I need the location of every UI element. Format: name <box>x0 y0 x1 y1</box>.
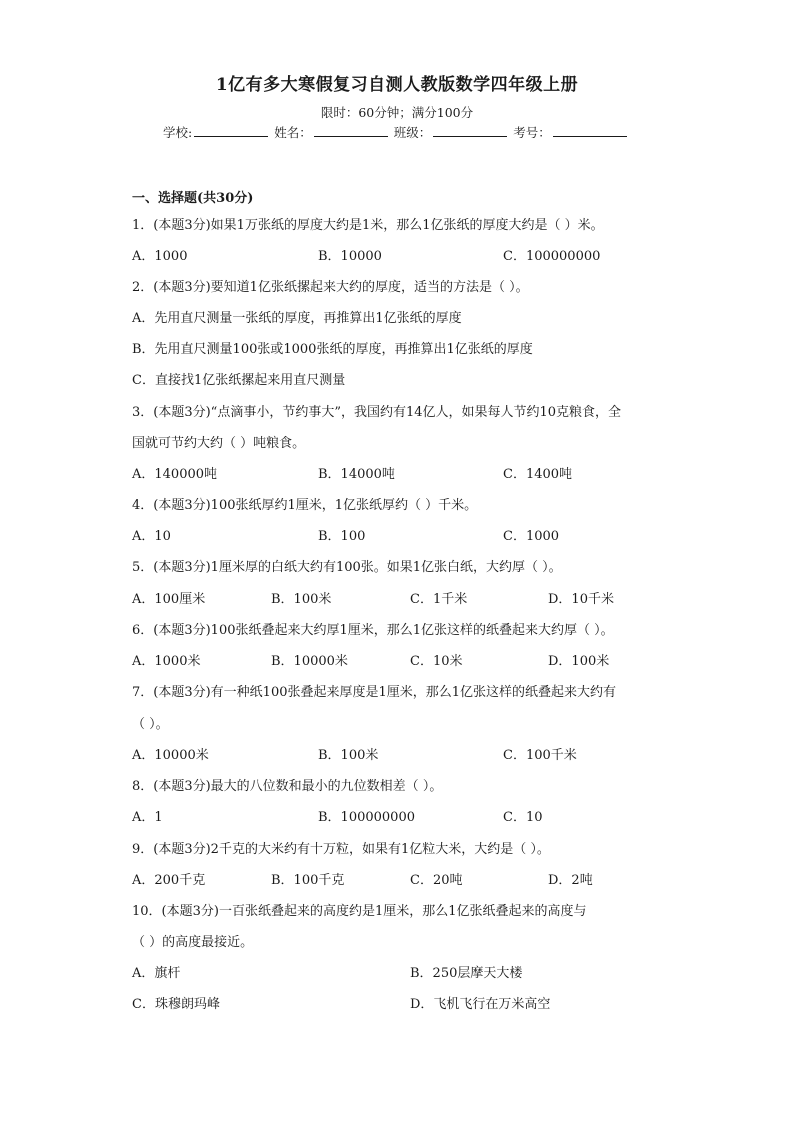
question-8-option-a[interactable]: A．1 <box>132 810 163 825</box>
question-4-stem: 4．(本题3分)100张纸厚约1厘米，1亿张纸厚约（ ）千米。 <box>132 498 478 513</box>
question-4-option-b[interactable]: B．100 <box>318 529 366 544</box>
section-heading: 一、选择题(共30分) <box>132 191 254 206</box>
question-9-option-a[interactable]: A．200千克 <box>132 873 206 888</box>
name-label: 姓名： <box>274 125 312 140</box>
question-6-option-b[interactable]: B．10000米 <box>271 654 348 669</box>
question-3-stem: 3．(本题3分)“点滴事小，节约事大”，我国约有14亿人，如果每人节约10克粮食，全 <box>132 405 622 420</box>
question-7-option-a[interactable]: A．10000米 <box>132 748 209 763</box>
question-8-option-c[interactable]: C．10 <box>503 810 543 825</box>
school-blank[interactable] <box>194 124 268 137</box>
question-8-option-b[interactable]: B．100000000 <box>318 810 415 825</box>
exam-no-blank[interactable] <box>553 124 627 137</box>
question-4-option-a[interactable]: A．10 <box>132 529 171 544</box>
question-7-stem: 7．(本题3分)有一种纸100张叠起来厚度是1厘米，那么1亿张这样的纸叠起来大约有 <box>132 685 617 700</box>
question-1-option-c[interactable]: C．100000000 <box>503 249 601 264</box>
question-5-option-c[interactable]: C．1千米 <box>410 592 468 607</box>
question-5-option-a[interactable]: A．100厘米 <box>132 592 206 607</box>
question-2-option-b[interactable]: B．先用直尺测量100张或1000张纸的厚度，再推算出1亿张纸的厚度 <box>132 342 533 357</box>
question-1-option-b[interactable]: B．10000 <box>318 249 382 264</box>
student-info-line <box>163 123 629 141</box>
question-7-option-c[interactable]: C．100千米 <box>503 748 577 763</box>
question-2-option-a[interactable]: A．先用直尺测量一张纸的厚度，再推算出1亿张纸的厚度 <box>132 311 462 326</box>
question-10-option-c[interactable]: C．珠穆朗玛峰 <box>132 997 220 1012</box>
question-9-option-b[interactable]: B．100千克 <box>271 873 345 888</box>
question-6-stem: 6．(本题3分)100张纸叠起来大约厚1厘米，那么1亿张这样的纸叠起来大约厚（ ）。 <box>132 623 614 638</box>
exam-no-label: 考号： <box>513 125 551 140</box>
question-6-option-d[interactable]: D．100米 <box>548 654 610 669</box>
school-label: 学校: <box>163 125 193 140</box>
question-8-stem: 8．(本题3分)最大的八位数和最小的九位数相差（ ）。 <box>132 779 443 794</box>
question-2-option-c[interactable]: C．直接找1亿张纸摞起来用直尺测量 <box>132 373 346 388</box>
exam-title: 1亿有多大寒假复习自测人教版数学四年级上册 <box>215 75 579 95</box>
question-5-stem: 5．(本题3分)1厘米厚的白纸大约有100张。如果1亿张白纸，大约厚（ ）。 <box>132 560 562 575</box>
question-10-stem: 10．(本题3分)一百张纸叠起来的高度约是1厘米，那么1亿张纸叠起来的高度与 <box>132 904 587 919</box>
question-5-option-d[interactable]: D．10千米 <box>548 592 614 607</box>
question-9-option-d[interactable]: D．2吨 <box>548 873 593 888</box>
question-2-stem: 2．(本题3分)要知道1亿张纸摞起来大约的厚度，适当的方法是（ ）。 <box>132 280 529 295</box>
question-1-stem: 1．(本题3分)如果1万张纸的厚度大约是1米，那么1亿张纸的厚度大约是（ ）米。 <box>132 218 604 233</box>
question-3-stem-cont: 国就可节约大约（ ）吨粮食。 <box>132 436 306 451</box>
question-10-stem-cont: （ ）的高度最接近。 <box>132 935 254 950</box>
question-7-option-b[interactable]: B．100米 <box>318 748 379 763</box>
question-3-option-c[interactable]: C．1400吨 <box>503 467 573 482</box>
question-3-option-b[interactable]: B．14000吨 <box>318 467 395 482</box>
question-6-option-a[interactable]: A．1000米 <box>132 654 201 669</box>
question-4-option-c[interactable]: C．1000 <box>503 529 560 544</box>
question-9-stem: 9．(本题3分)2千克的大米约有十万粒，如果有1亿粒大米，大约是（ ）。 <box>132 842 550 857</box>
question-9-option-c[interactable]: C．20吨 <box>410 873 463 888</box>
exam-subtitle: 限时：60分钟；满分100分 <box>320 105 474 120</box>
question-1-option-a[interactable]: A．1000 <box>132 249 188 264</box>
class-blank[interactable] <box>433 124 507 137</box>
name-blank[interactable] <box>314 124 388 137</box>
question-6-option-c[interactable]: C．10米 <box>410 654 463 669</box>
question-3-option-a[interactable]: A．140000吨 <box>132 467 218 482</box>
question-7-stem-cont: （ ）。 <box>132 717 169 732</box>
class-label: 班级： <box>393 125 432 140</box>
question-5-option-b[interactable]: B．100米 <box>271 592 332 607</box>
question-10-option-b[interactable]: B．250层摩天大楼 <box>410 966 523 981</box>
question-10-option-a[interactable]: A．旗杆 <box>132 966 181 981</box>
question-10-option-d[interactable]: D．飞机飞行在万米高空 <box>410 997 551 1012</box>
